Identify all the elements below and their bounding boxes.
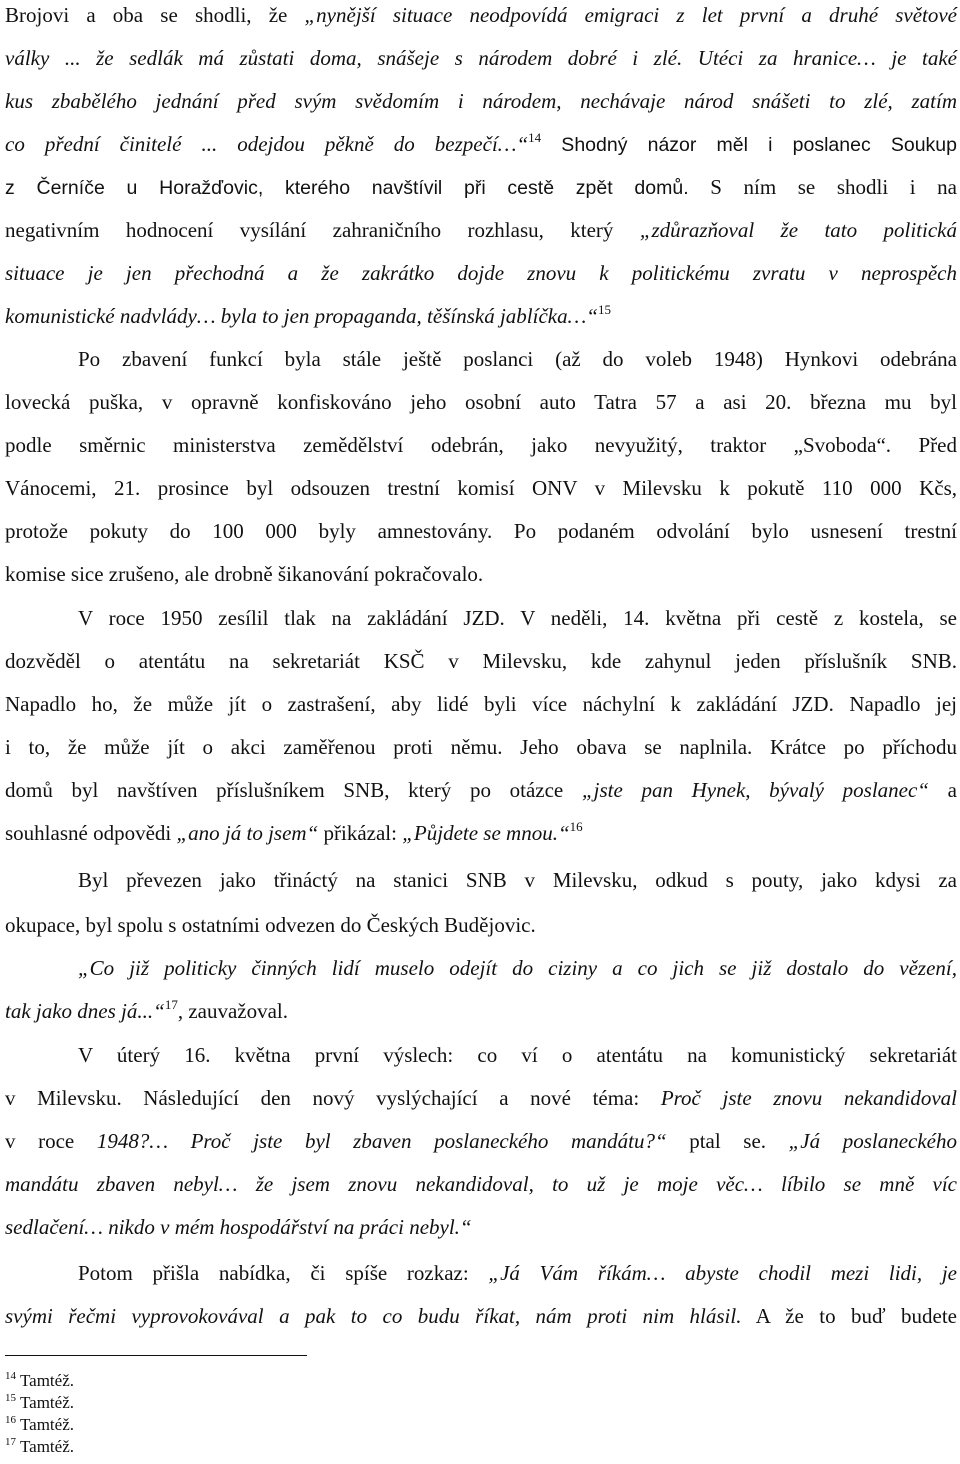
quoted-text: „nynější situace neodpovídá emigraci z let první a druhé světové (304, 3, 957, 27)
text-line (78, 1040, 957, 1070)
footnote-text: Tamtéž. (19, 1371, 74, 1390)
quoted-text: mandátu zbaven nebyl… že jsem znovu nekandidoval, to už je moje věc… líbilo se mně víc (5, 1172, 957, 1196)
quoted-text: sedlačení… nikdo v mém hospodářství na práci nebyl.“ (5, 1215, 472, 1239)
footnote-marker: 14 (528, 130, 542, 145)
text-line (5, 516, 957, 546)
footnote-text: Tamtéž. (19, 1437, 74, 1456)
text-line (5, 818, 957, 848)
quoted-text: „jste pan Hynek, bývalý poslanec“ (581, 778, 929, 802)
line-text: i to, že může jít o akci zaměřenou proti němu. Jeho obava se naplnila. Krátce po příchodu (5, 735, 957, 759)
text-line (5, 1083, 957, 1113)
text-line (5, 996, 957, 1026)
quoted-text: 1948?… Proč jste byl zbaven poslaneckého mandátu?“ (96, 1129, 667, 1153)
footnote-marker: 15 (597, 302, 611, 317)
text-line (78, 1258, 957, 1288)
line-text: komise sice zrušeno, ale drobně šikanování pokračovalo. (5, 562, 484, 586)
line-text: A že to buď budete (741, 1304, 957, 1328)
footnote (5, 1370, 74, 1392)
text-line (5, 689, 957, 719)
line-text: lovecká puška, v opravně konfiskováno jeho osobní auto Tatra 57 a asi 20. března mu byl (5, 390, 957, 414)
quoted-text: kus zbabělého jednání před svým svědomím i národem, nechávaje národ snášeti to zlé, zatím (5, 89, 957, 113)
text-line (5, 1212, 957, 1242)
footnote-text: Tamtéž. (19, 1393, 74, 1412)
quoted-text: „ano já to jsem“ (176, 821, 319, 845)
quoted-text: „Co již politicky činných lidí muselo odejít do ciziny a co jich se již dostalo do vězení, (78, 956, 957, 980)
line-text: V úterý 16. května první výslech: co ví o atentátu na komunistický sekretariát (78, 1043, 957, 1067)
footnote-number: 14 (5, 1370, 16, 1382)
quoted-text: „zdůrazňoval že tato politická (639, 218, 957, 242)
text-line (5, 646, 957, 676)
quoted-text: komunistické nadvlády… byla to jen propaganda, těšínská jablíčka…“ (5, 304, 598, 328)
line-text: negativním hodnocení vysílání zahraničního rozhlasu, který (5, 218, 640, 242)
text-line (5, 559, 957, 589)
text-line (78, 603, 957, 633)
quoted-text: tak jako dnes já...“ (5, 999, 165, 1023)
line-text: souhlasné odpovědi (5, 821, 177, 845)
footnote-number: 16 (5, 1414, 16, 1426)
text-line (5, 0, 957, 30)
text-line (5, 732, 957, 762)
quoted-text: války ... že sedlák má zůstati doma, snášeje s národem dobré i zlé. Utéci za hranice… je také (5, 46, 957, 70)
footnote-number: 15 (5, 1392, 16, 1404)
text-line (78, 344, 957, 374)
text-line (78, 953, 957, 983)
quoted-text: „Já poslaneckého (788, 1129, 957, 1153)
text-line (5, 387, 957, 417)
text-line (5, 1126, 957, 1156)
line-text: Vánocemi, 21. prosince byl odsouzen trestní komisí ONV v Milevsku k pokutě 110 000 Kčs, (5, 476, 957, 500)
line-text: přikázal: (318, 821, 403, 845)
line-text: Napadlo ho, že může jít o zastrašení, aby lidé byli více náchylní k zakládání JZD. Napadlo jej (5, 692, 957, 716)
footnote (5, 1392, 74, 1414)
text-line (78, 865, 957, 895)
text-line (5, 43, 957, 73)
footnote-separator (5, 1355, 307, 1356)
text-line (5, 1301, 957, 1331)
line-text: a (929, 778, 957, 802)
footnote-text: Tamtéž. (19, 1415, 74, 1434)
line-text: Byl převezen jako třináctý na stanici SNB v Milevsku, odkud s pouty, jako kdysi za (78, 868, 957, 892)
quoted-text: „Půjdete se mnou.“ (402, 821, 570, 845)
footnote (5, 1414, 74, 1436)
text-line (5, 129, 957, 160)
line-text: z Černíče u Horažďovic, kterého navštívil při cestě zpět domů. (5, 177, 689, 199)
footnote-marker: 16 (569, 819, 583, 834)
line-text: v roce (5, 1129, 97, 1153)
line-text: okupace, byl spolu s ostatními odvezen do Českých Budějovic. (5, 913, 536, 937)
text-line (5, 473, 957, 503)
text-line (5, 910, 957, 940)
footnote (5, 1436, 74, 1458)
quoted-text: co přední činitelé ... odejdou pěkně do bezpečí…“ (5, 132, 529, 156)
text-line (5, 258, 957, 288)
quoted-text: svými řečmi vyprovokovával a pak to co budu říkat, nám proti nim hlásil. (5, 1304, 742, 1328)
text-line (5, 775, 957, 805)
line-text: dozvěděl o atentátu na sekretariát KSČ v Milevsku, kde zahynul jeden příslušník SNB. (5, 649, 957, 673)
text-line (5, 215, 957, 245)
text-line (5, 86, 957, 116)
line-text: protože pokuty do 100 000 byly amnestovány. Po podaném odvolání bylo usnesení trestní (5, 519, 957, 543)
line-text: Shodný názor měl i poslanec Soukup (541, 134, 958, 156)
line-text: podle směrnic ministerstva zemědělství odebrán, jako nevyužitý, traktor „Svoboda“. Před (5, 433, 957, 457)
footnote-number: 17 (5, 1436, 16, 1448)
line-text: v Milevsku. Následující den nový vyslýchající a nové téma: (5, 1086, 661, 1110)
footnote-marker: 17 (164, 997, 178, 1012)
line-text: Potom přišla nabídka, či spíše rozkaz: (78, 1261, 489, 1285)
text-line (5, 301, 957, 331)
text-line (5, 1169, 957, 1199)
line-text: S ním se shodli i na (688, 175, 958, 199)
line-text: Brojovi a oba se shodli, že (5, 3, 305, 27)
text-line (5, 172, 957, 203)
line-text: V roce 1950 zesílil tlak na zakládání JZD. V neděli, 14. května při cestě z kostela, se (78, 606, 957, 630)
line-text: Po zbavení funkcí byla stále ještě poslanci (až do voleb 1948) Hynkovi odebrána (78, 347, 957, 371)
line-text: domů byl navštíven příslušníkem SNB, který po otázce (5, 778, 582, 802)
line-text: , zauvažoval. (177, 999, 289, 1023)
quoted-text: „Já Vám říkám… abyste chodil mezi lidi, je (488, 1261, 957, 1285)
line-text: ptal se. (666, 1129, 789, 1153)
quoted-text: Proč jste znovu nekandidoval (660, 1086, 957, 1110)
text-line (5, 430, 957, 460)
quoted-text: situace je jen přechodná a že zakrátko dojde znovu k politickému zvratu v neprospěch (5, 261, 957, 285)
